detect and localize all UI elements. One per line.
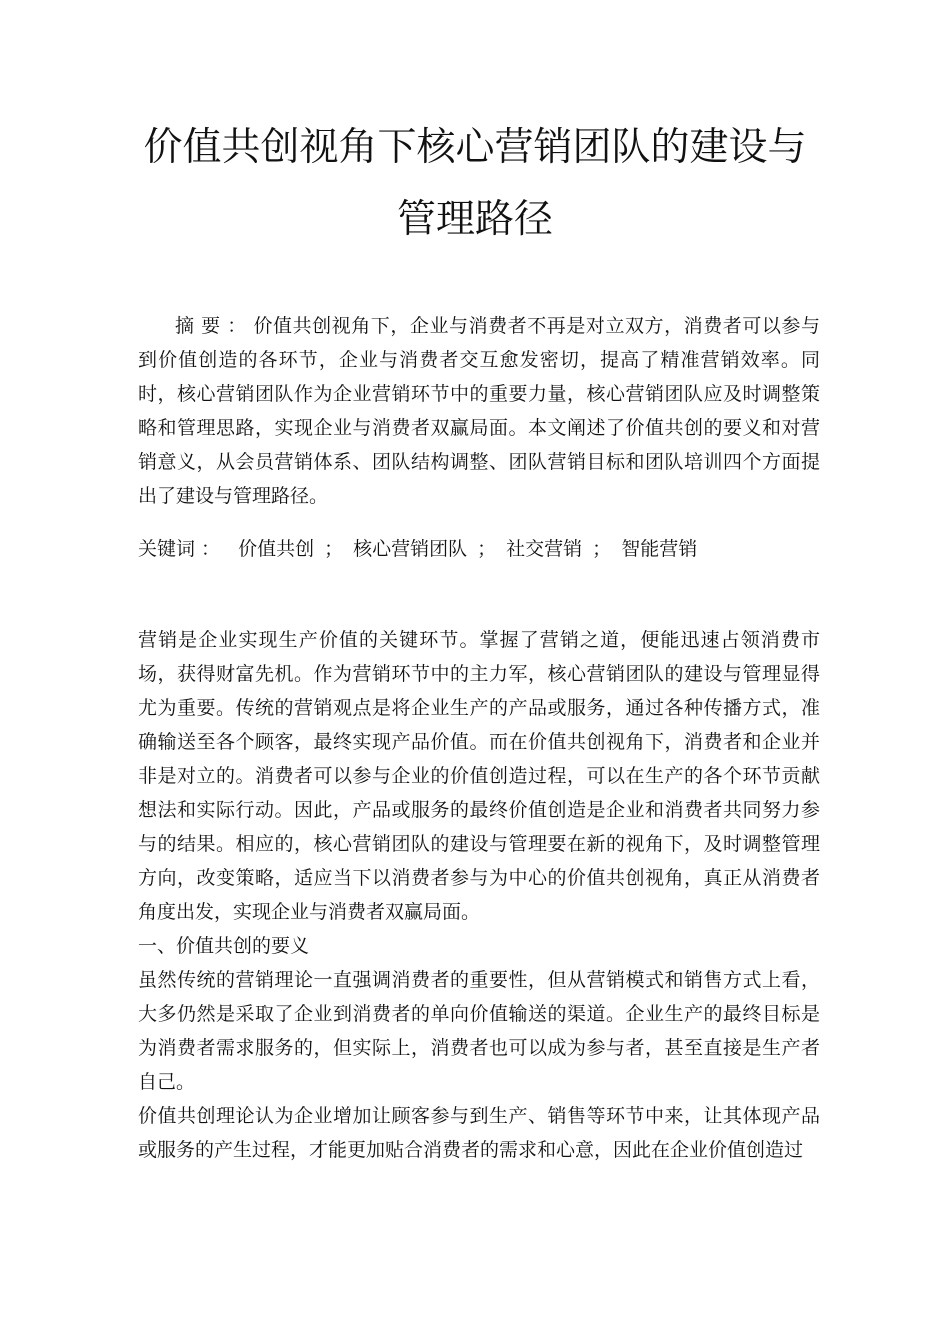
- section-heading: 一、价值共创的要义: [138, 935, 310, 957]
- keyword-item: 价值共创: [238, 538, 315, 560]
- abstract-paragraph: [138, 309, 820, 513]
- body-paragraph: 虽然传统的营销理论一直强调消费者的重要性，但从营销模式和销售方式上看，大多仍然是采取了企业到消费者的单向价值输送的渠道。企业生产的最终目标是为消费者需求服务的，但实际上，消费者也可以成为参与者，甚至直接是生产者自己。: [138, 969, 820, 1093]
- keyword-separator: ；: [592, 538, 612, 560]
- document-title-line-2: 管理路径: [396, 197, 553, 242]
- document-title-line-1: 价值共创视角下核心营销团队的建设与: [143, 125, 807, 170]
- keyword-item: 智能营销: [621, 538, 698, 560]
- body-paragraph: 价值共创理论认为企业增加让顾客参与到生产、销售等环节中来，让其体现产品或服务的产生过程，才能更加贴合消费者的需求和心意，因此在企业价值创造过: [138, 1105, 820, 1161]
- keyword-separator: ；: [477, 538, 497, 560]
- keyword-item: 社交营销: [506, 538, 583, 560]
- abstract-text: 价值共创视角下，企业与消费者不再是对立双方，消费者可以参与到价值创造的各环节，企业与消费者交互愈发密切，提高了精准营销效率。同时，核心营销团队作为企业营销环节中的重要力量，核心营销团队应及时调整策略和管理思路，实现企业与消费者双赢局面。本文阐述了价值共创的要义和对营销意义，从会员营销体系、团队结构调整、团队营销目标和团队培训四个方面提出了建设与管理路径。: [138, 315, 820, 507]
- keywords-label: 关键词 ：: [138, 538, 221, 560]
- abstract-label: 摘 要 ：: [175, 315, 247, 337]
- keyword-separator: ；: [324, 538, 344, 560]
- body-paragraph-intro: 营销是企业实现生产价值的关键环节。掌握了营销之道，便能迅速占领消费市场，获得财富先机。作为营销环节中的主力军，核心营销团队的建设与管理显得尤为重要。传统的营销观点是将企业生产的产品或服务，通过各种传播方式，准确输送至各个顾客，最终实现产品价值。而在价值共创视角下，消费者和企业并非是对立的。消费者可以参与企业的价值创造过程，可以在生产的各个环节贡献想法和实际行动。因此，产品或服务的最终价值创造是企业和消费者共同努力参与的结果。相应的，核心营销团队的建设与管理要在新的视角下，及时调整管理方向，改变策略，适应当下以消费者参与为中心的价值共创视角，真正从消费者角度出发，实现企业与消费者双赢局面。: [138, 629, 820, 923]
- body-text: [138, 623, 820, 1167]
- keyword-item: 核心营销团队: [353, 538, 468, 560]
- keywords-line: [138, 532, 820, 566]
